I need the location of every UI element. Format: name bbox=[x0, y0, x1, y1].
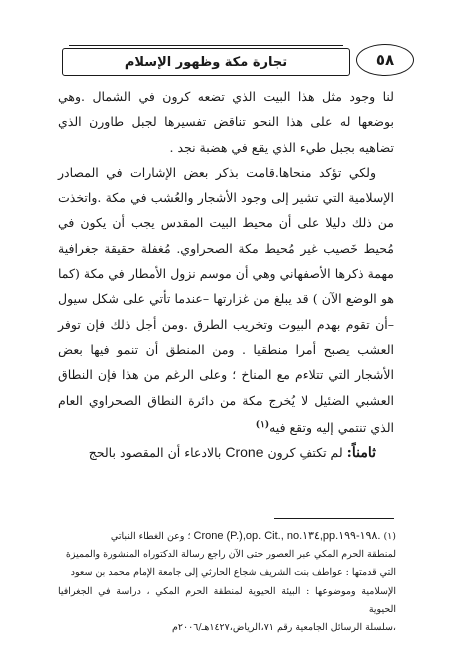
paragraph-3-latin: Crone bbox=[225, 444, 264, 461]
footnote-citation-latin: Crone (P.),op. Cit., no. bbox=[193, 530, 303, 542]
footnote-citation-pages: ١٣٤,pp.١٩٨-١٩٩. bbox=[302, 530, 381, 542]
footnote-marker[interactable]: (١) bbox=[255, 419, 270, 430]
running-title bbox=[62, 48, 350, 76]
footnote-citation bbox=[194, 530, 381, 542]
paragraph-3-text-b: بالادعاء أن المقصود بالحج bbox=[88, 445, 226, 461]
footnote-line-3: التي قدمتها : عواطف بنت الشريف شجاع الحارثي إلى جامعة الإمام محمد بن سعود bbox=[70, 567, 396, 579]
paragraph-2-text: ولكي تؤكد منحاها.قامت بذكر بعض الإشارات في المصادر الإسلامية التي تشير إلى وجود الأشجار والعُشب في مكة .واتخذت من ذلك دليلا على أن محيط البيت المقدس يجب أن يكون في مُحيط خَصيب غير مُحيط مكة الصحراوي. مُغفلة حقيقة جغرافية مهمة ذكرها الأصفهاني وهي أن موسم نزول الأمطار في مكة (كما هو الوضع الآن ) قد يبلغ من غزارتها –عندما تأتي على شكل سيول –أن تقوم بهدم البيوت وتخريب الطرق .ومن أجل ذلك فإن توفر العشب يصبح أمرا منطقيا . ومن المنطق أن تنمو فيها بعض الأشجار التي تتلاءم مع المناخ ؛ وعلى الرغم من هذا فإن النطاق العشبي الضئيل لا يُخرج مكة من دائرة النطاق الصحراوي العام الذي تنتمي إليه وتقع فيه bbox=[58, 164, 394, 436]
paragraph-1: لنا وجود مثل هذا البيت الذي تضعه كرون في الشمال .وهي بوضعها له على هذا النحو تناقض تفسيرها لجبل طاورن الذي تضاهيه بجبل طيء الذي يقع في هضبة نجد . bbox=[58, 89, 394, 155]
paragraph-2 bbox=[58, 160, 394, 440]
footnote-separator bbox=[274, 518, 394, 519]
footnote-line-1-rest: ؛ وعن الغطاء النباتي bbox=[110, 531, 194, 542]
footnote-line-4: الإسلامية وموضوعها : البيئة الحيوية لمنطقة الحرم المكي ، دراسة في الجغرافيا الحيوية bbox=[58, 585, 396, 615]
paragraph-3 bbox=[58, 440, 394, 466]
footnote-number: (١) bbox=[383, 531, 396, 542]
paragraph-3-text-a: لم تكتفِ كرون bbox=[263, 445, 347, 461]
footnote-line-2: لمنطقة الحرم المكي عبر العصور حتى الآن راجع رسالة الدكتوراه المنشورة والمميزة bbox=[65, 549, 396, 561]
title-rule bbox=[69, 45, 343, 46]
page-header bbox=[62, 42, 414, 78]
page-number: ٥٨ bbox=[356, 44, 414, 76]
running-title-text: تجارة مكة وظهور الإسلام bbox=[124, 54, 288, 70]
footnote bbox=[58, 527, 396, 637]
footnote-line-1 bbox=[58, 527, 396, 546]
footnote-line-5: ،سلسلة الرسائل الجامعية رقم ٧١،الرياض،١٤٢٧هـ/٢٠٠٦م bbox=[172, 622, 396, 634]
main-text bbox=[58, 84, 394, 467]
section-lead: ثامناً: bbox=[346, 445, 376, 462]
